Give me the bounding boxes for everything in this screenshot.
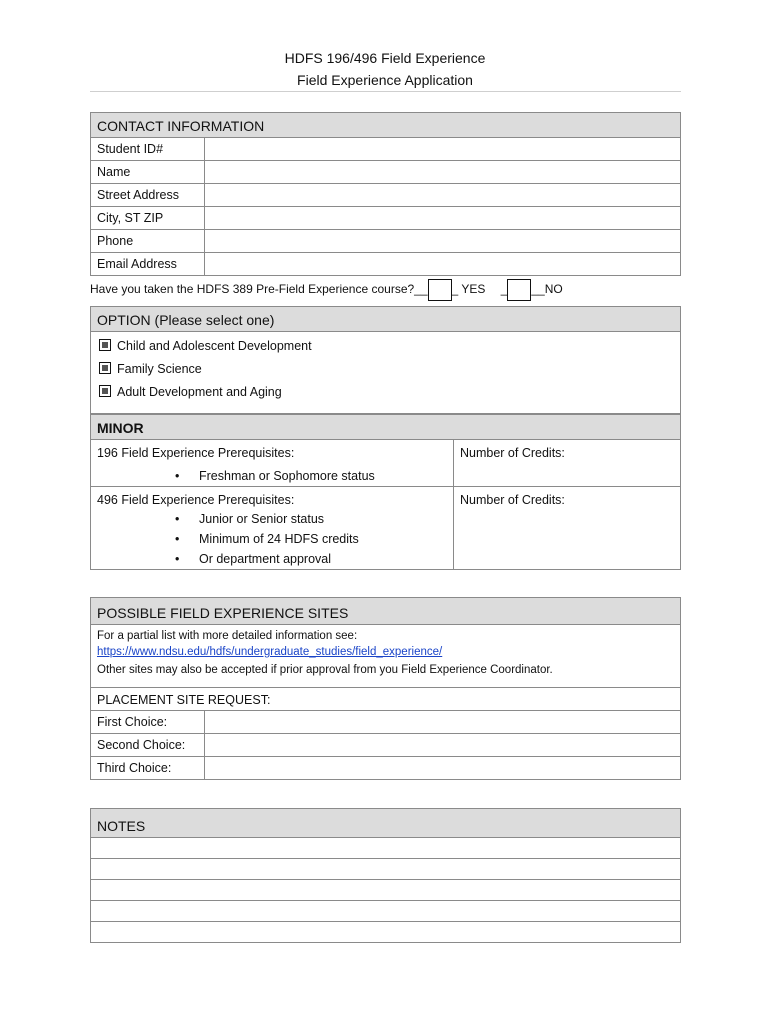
street-address-field[interactable] [204,184,680,206]
third-choice-label: Third Choice: [97,761,172,775]
minor-heading: MINOR [91,415,680,440]
credits-496-label: Number of Credits: [460,493,565,507]
notes-line-1[interactable] [91,838,680,859]
name-row [91,161,680,184]
checkbox-icon[interactable] [99,385,111,397]
second-choice-row [91,734,680,757]
notes-line-2[interactable] [91,859,680,880]
placement-heading: PLACEMENT SITE REQUEST: [91,688,680,711]
checkbox-icon[interactable] [99,339,111,351]
option-section [90,306,681,414]
notes-line-4[interactable] [91,901,680,922]
city-state-zip-field[interactable] [204,207,680,229]
sites-link[interactable]: https://www.ndsu.edu/hdfs/undergraduate_studies/field_experience/ [97,646,443,658]
credits-496-cell[interactable] [453,487,565,569]
sites-info [91,625,680,688]
pre-field-question-row: Have you taken the HDFS 389 Pre-Field Experience course?__ _ YES _ __NO [90,279,690,301]
notes-line-3[interactable] [91,880,680,901]
field-sites-section [90,597,681,780]
student-id-label: Student ID# [97,142,164,156]
yes-checkbox[interactable] [428,279,452,301]
name-field[interactable] [204,161,680,183]
contact-information-section [90,112,681,276]
minor-section [90,414,681,570]
option-adult-development-label: Adult Development and Aging [117,385,282,399]
option-adult-development[interactable] [91,381,680,404]
sites-intro: For a partial list with more detailed information see: [97,630,358,642]
email-field[interactable] [204,253,680,275]
prereq-496-item-3: • Or department approval [175,552,332,566]
form-title: HDFS 196/496 Field Experience [284,50,486,66]
notes-line-5[interactable] [91,922,680,942]
student-id-row [91,138,680,161]
no-label: NO [544,282,563,297]
first-choice-field[interactable] [204,711,680,733]
header-divider [90,91,681,92]
notes-section [90,808,681,943]
credits-196-cell[interactable] [453,440,565,486]
yes-label: YES [461,282,486,297]
prereq-196-title: 196 Field Experience Prerequisites: [97,446,295,460]
sites-heading: POSSIBLE FIELD EXPERIENCE SITES [91,598,680,625]
prereq-496-item-1: • Junior or Senior status [175,512,325,526]
credits-196-label: Number of Credits: [460,446,565,460]
prereq-196-item: • Freshman or Sophomore status [175,469,375,483]
city-state-zip-row [91,207,680,230]
no-checkbox[interactable] [507,279,531,301]
checkbox-icon[interactable] [99,362,111,374]
minor-496-row [91,487,680,569]
street-address-row [91,184,680,207]
student-id-field[interactable] [204,138,680,160]
street-address-label: Street Address [97,188,179,202]
option-child-adolescent[interactable] [91,335,680,358]
phone-label: Phone [97,234,134,248]
pre-field-question-label: Have you taken the HDFS 389 Pre-Field Experience course? [90,282,415,297]
option-family-science[interactable] [91,358,680,381]
form-subtitle: Field Experience Application [297,72,473,88]
third-choice-field[interactable] [204,757,680,779]
first-choice-label: First Choice: [97,715,168,729]
option-child-adolescent-label: Child and Adolescent Development [117,339,312,353]
prereq-496-title: 496 Field Experience Prerequisites: [97,493,295,507]
option-family-science-label: Family Science [117,362,202,376]
second-choice-label: Second Choice: [97,738,186,752]
name-label: Name [97,165,131,179]
prereq-496-item-2: • Minimum of 24 HDFS credits [175,532,359,546]
third-choice-row [91,757,680,779]
email-row [91,253,680,275]
second-choice-field[interactable] [204,734,680,756]
city-state-zip-label: City, ST ZIP [97,211,164,225]
phone-field[interactable] [204,230,680,252]
minor-196-row [91,440,680,487]
contact-heading: CONTACT INFORMATION [91,113,680,138]
phone-row [91,230,680,253]
notes-heading: NOTES [91,809,680,838]
option-heading: OPTION (Please select one) [91,307,680,332]
sites-note: Other sites may also be accepted if prior approval from you Field Experience Coordinator. [97,664,553,676]
email-label: Email Address [97,257,177,271]
first-choice-row [91,711,680,734]
